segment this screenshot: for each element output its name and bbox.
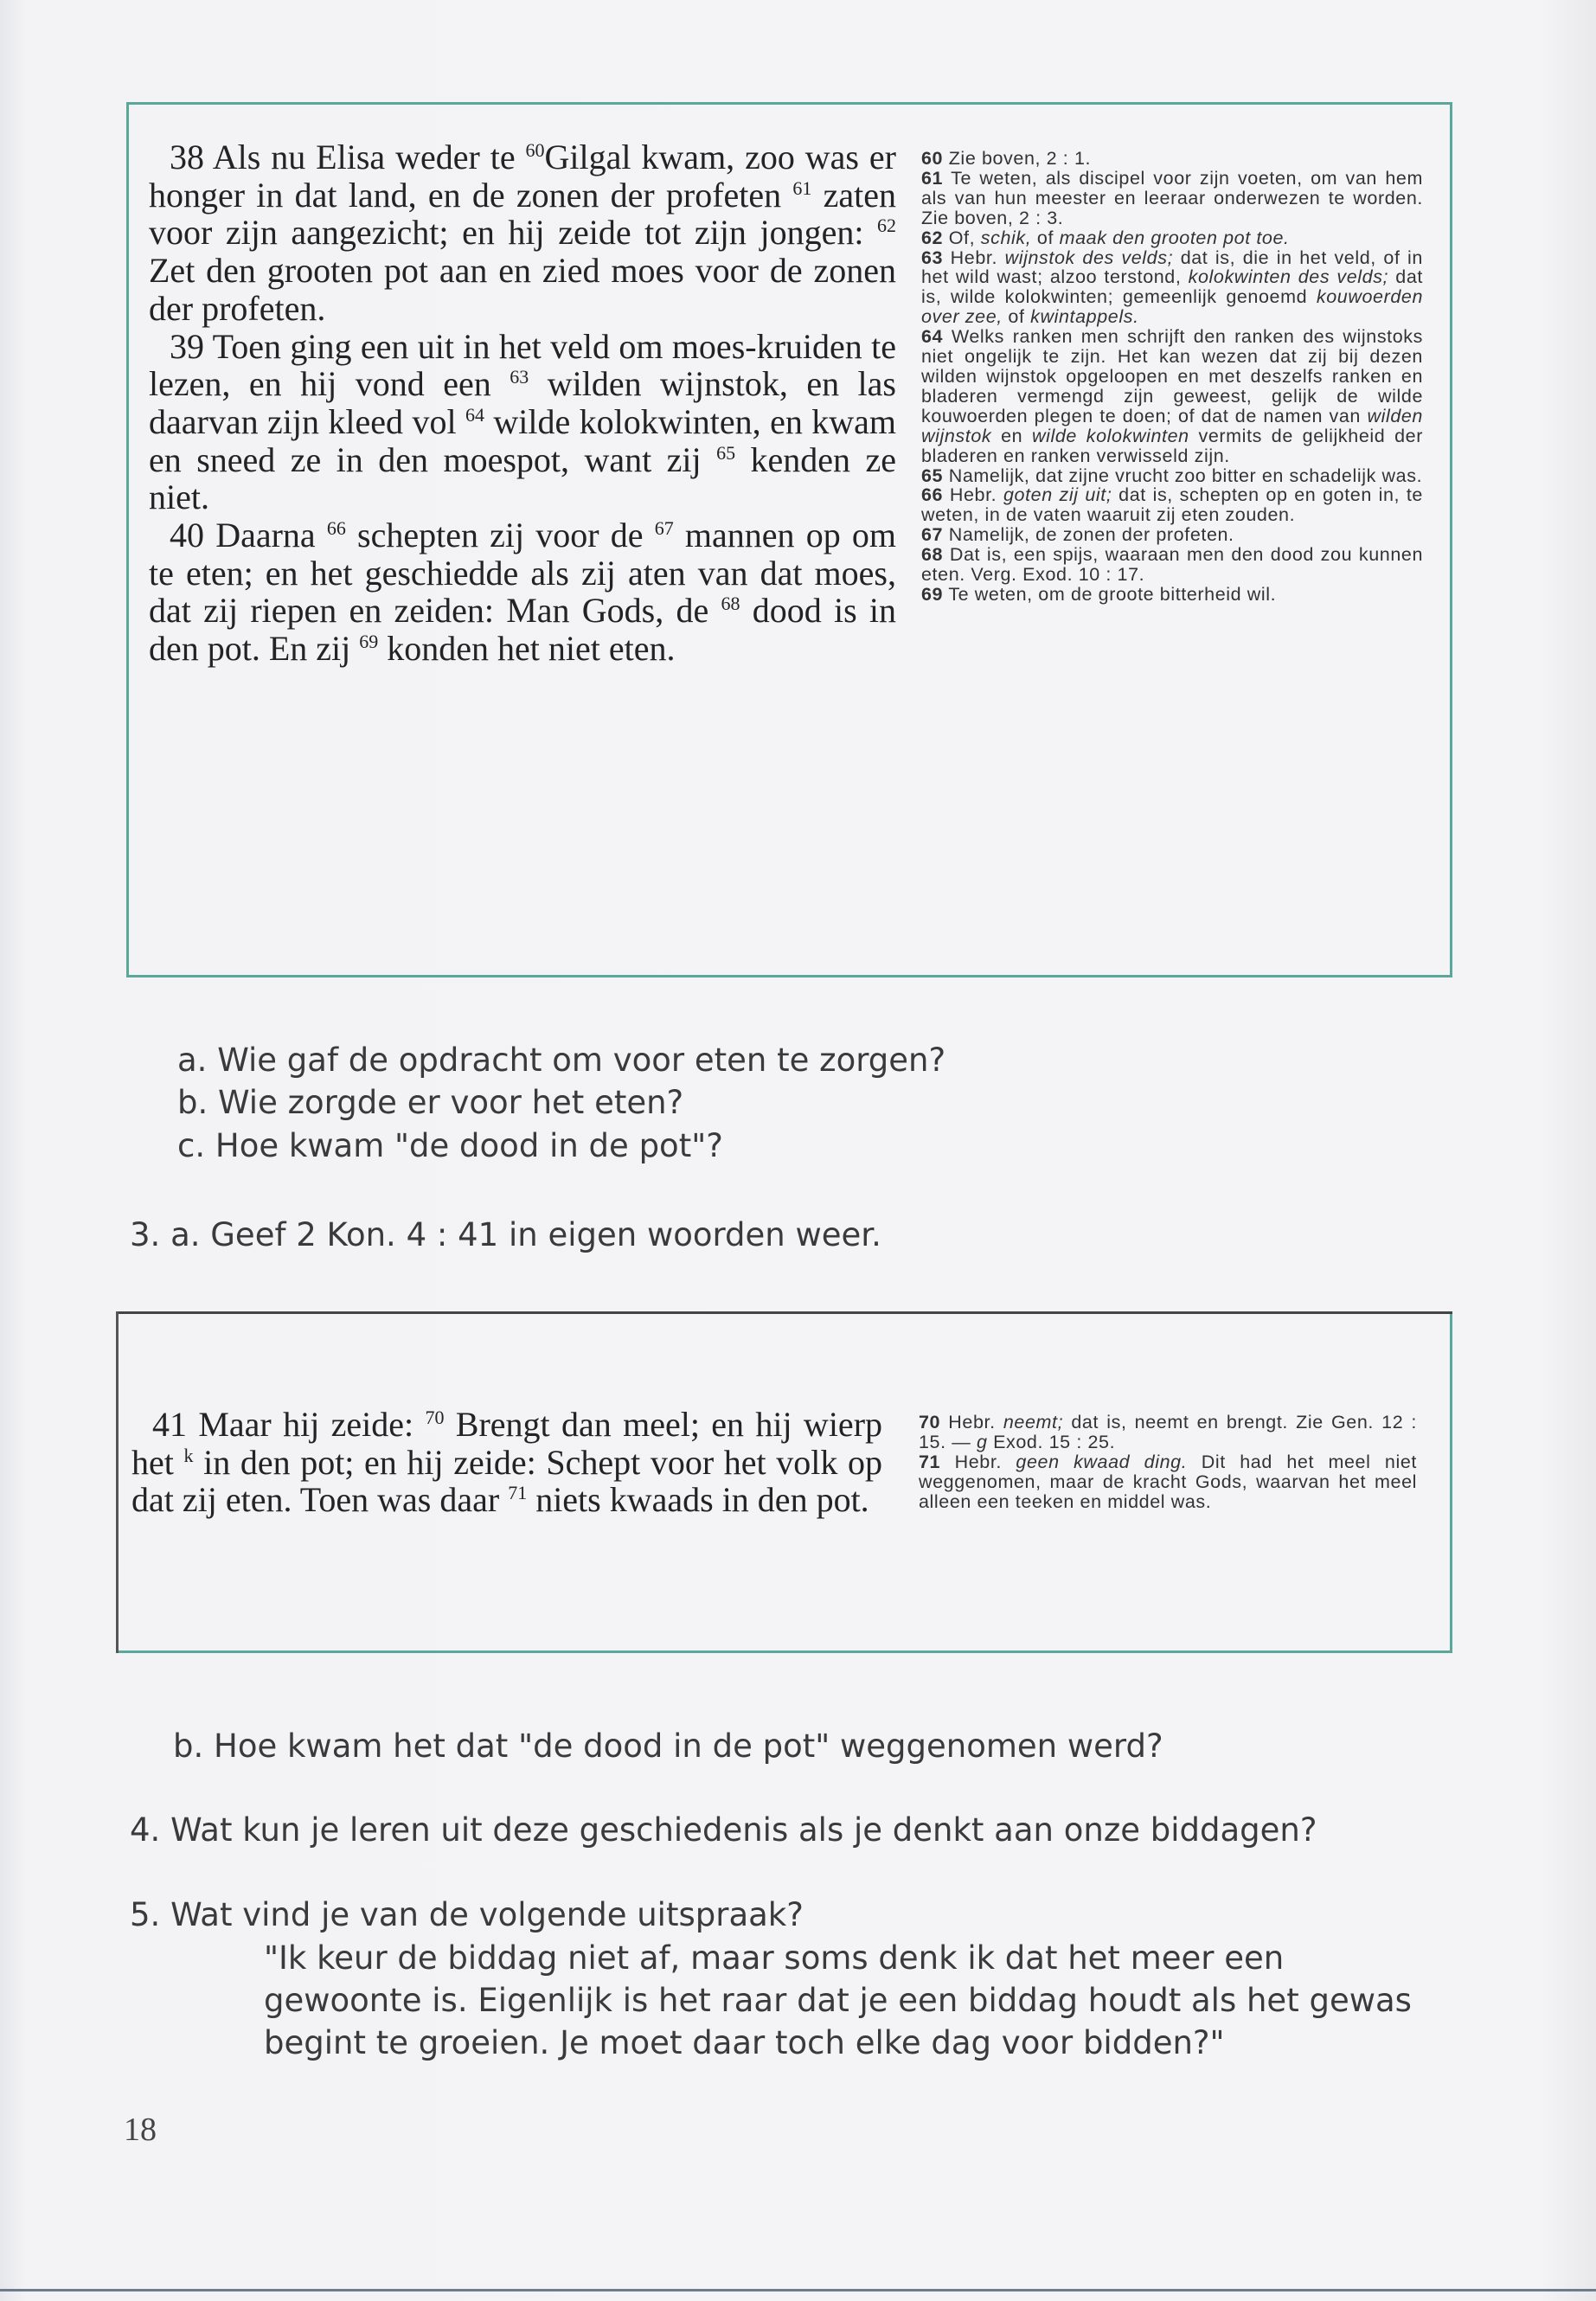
page-number: 18: [124, 2112, 157, 2148]
footnote: 68 Dat is, een spijs, waaraan men den dood zou kunnen eten. Verg. Exod. 10 : 17.: [921, 544, 1423, 586]
footnote: 61 Te weten, als discipel voor zijn voeten, om van hem als van hun meester en leeraar onderwezen te worden. Zie boven, 2 : 3.: [921, 167, 1423, 228]
footnote: 71 Hebr. geen kwaad ding. Dit had het meel niet weggenomen, maar de kracht Gods, waarvan het meel alleen een teeken en middel was.: [919, 1451, 1417, 1512]
quote-line: gewoonte is. Eigenlijk is het raar dat je een biddag houdt als het gewas: [264, 1982, 1412, 2019]
footnotes-70-71: [919, 1413, 1417, 1512]
question-3b: b. Hoe kwam het dat "de dood in de pot" weggenomen werd?: [173, 1727, 1163, 1765]
verse-41-block: [131, 1406, 882, 1519]
verse-40: 40 Daarna $^{66}$ schepten zij voor de $^{67}$ mannen op om te eten; en het geschiedde als zij aten van dat moes, dat zij riepen en zeiden: Man Gods, de $^{68}$ dood is in den pot. En zij $^{69}$ konden het niet eten.: [149, 516, 897, 669]
question-5: 5. Wat vind je van de volgende uitspraak?: [130, 1896, 804, 1933]
footnote: 70 Hebr. neemt; dat is, neemt en brengt. Zie Gen. 12 : 15. — g Exod. 15 : 25.: [919, 1412, 1418, 1452]
footnote: 63 Hebr. wijnstok des velds; dat is, die in het veld, of in het wild wast; alzoo terstond, kolokwinten des velds; dat is, wilde kolokwinten; gemeenlijk genoemd kouwoerden over zee, of kwintappels.: [921, 247, 1423, 328]
verses-38-40: [149, 138, 896, 668]
question-2b: b. Wie zorgde er voor het eten?: [177, 1084, 684, 1121]
question-2a: a. Wie gaf de opdracht om voor eten te zorgen?: [177, 1042, 946, 1079]
footnote: 66 Hebr. goten zij uit; dat is, schepten op en goten in, te weten, in de vaten waaruit zij eten zouden.: [921, 484, 1423, 526]
verse-39: 39 Toen ging een uit in het veld om moes-kruiden te lezen, en hij vond een $^{63}$ wilden wijnstok, en las daarvan zijn kleed vol $^{64}$ wilde kolokwinten, en kwam en sneed ze in den moespot, want zij $^{65}$ kenden ze niet.: [149, 326, 897, 517]
quote-line: begint te groeien. Je moet daar toch elke dag voor bidden?": [264, 2024, 1225, 2061]
question-4: 4. Wat kun je leren uit deze geschiedenis als je denkt aan onze biddagen?: [130, 1811, 1317, 1849]
footnotes-60-69: [921, 149, 1423, 605]
verse-41: 41 Maar hij zeide: $^{70}$ Brengt dan meel; en hij wierp het $^k$ in den pot; en hij zeide: Schept voor het volk op dat zij eten. Toen was daar $^{71}$ niets kwaads in den pot.: [131, 1405, 883, 1520]
quote-line: "Ik keur de biddag niet af, maar soms denk ik dat het meer een: [264, 1939, 1285, 1977]
bottom-rule: [0, 2289, 1596, 2291]
question-3a: 3. a. Geef 2 Kon. 4 : 41 in eigen woorden weer.: [130, 1216, 881, 1253]
footnote: 62 Of, schik, of maak den grooten pot toe.: [921, 227, 1290, 248]
footnote: 60 Zie boven, 2 : 1.: [921, 148, 1092, 169]
footnote: 67 Namelijk, de zonen der profeten.: [921, 524, 1234, 546]
footnote: 65 Namelijk, dat zijne vrucht zoo bitter en schadelijk was.: [921, 465, 1423, 486]
footnote: 64 Welks ranken men schrijft den ranken des wijnstoks niet ongelijk te zijn. Het kan wezen dat zij bij dezen wilden wijnstok opgeloopen en met deszelfs ranken en bladeren vermengd zijn geweest, gelijk de wilde kouwoerden plegen te doen; of dat de namen van wilden wijnstok en wilde kolokwinten vermits de gelijkheid der bladeren en ranken verwisseld zijn.: [921, 326, 1424, 466]
verse-38: 38 Als nu Elisa weder te $^{60}$Gilgal kwam, zoo was er honger in dat land, en de zonen der profeten $^{61}$ zaten voor zijn aangezicht; en hij zeide tot zijn jongen: $^{62}$ Zet den grooten pot aan en zied moes voor de zonen der profeten.: [149, 138, 896, 328]
question-2c: c. Hoe kwam "de dood in de pot"?: [177, 1127, 723, 1164]
footnote: 69 Te weten, om de groote bitterheid wil.: [921, 583, 1277, 605]
